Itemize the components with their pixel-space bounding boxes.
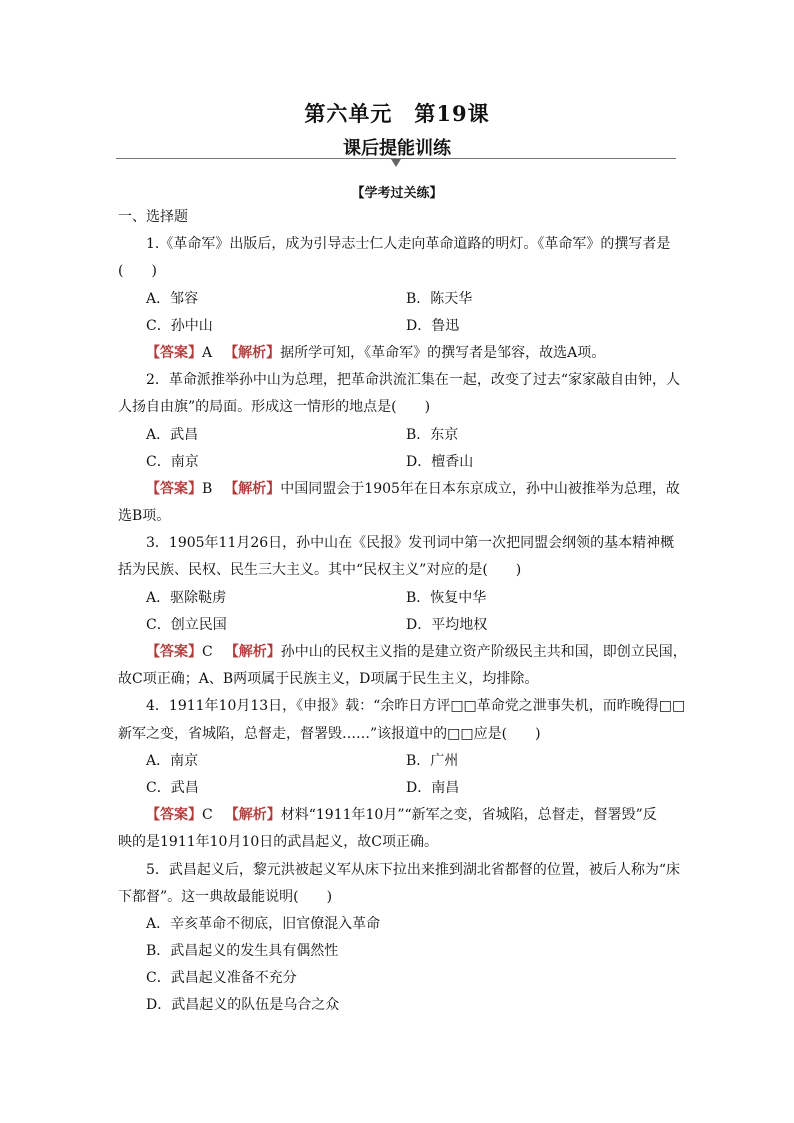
analysis-label: 【解析】 — [224, 644, 281, 660]
q3-answer: C — [202, 644, 213, 660]
q2-option-d: D．檀香山 — [406, 453, 474, 470]
answer-label: 【答案】 — [146, 807, 202, 824]
q1-option-b: B．陈天华 — [406, 290, 473, 307]
q4-answer: C — [202, 807, 213, 824]
q1-options-row-2 — [118, 313, 678, 340]
q2-answer: B — [202, 480, 213, 497]
q2-option-a: A．武昌 — [146, 426, 199, 443]
q2-analysis: 中国同盟会于1905年在日本东京成立，孙中山被推举为总理，故 — [280, 480, 680, 497]
q4-options-row-2 — [118, 775, 678, 802]
q1-answer: A — [202, 344, 213, 361]
part-label: 一、选择题 — [118, 209, 188, 225]
q3-analysis: 孙中山的民权主义指的是建立资产阶级民主共和国，即创立民国， — [280, 644, 687, 660]
q2-option-b: B．东京 — [406, 426, 459, 443]
q3-analysis-cont: 故C项正确；A、B两项属于民族主义，D项属于民生主义，均排除。 — [118, 671, 539, 688]
q4-option-a: A．南京 — [146, 752, 199, 769]
analysis-label: 【解析】 — [224, 344, 281, 361]
q4-stem-cont: 新军之变，省城陷，总督走，督署毁……”该报道中的□□应是( ) — [118, 725, 541, 742]
q2-stem-cont: 人扬自由旗”的局面。形成这一情形的地点是( ) — [118, 399, 431, 416]
q4-answer-line — [118, 802, 678, 829]
q5-stem-cont: 下都督”。这一典故最能说明( ) — [118, 888, 333, 905]
q1-option-d: D．鲁迅 — [406, 317, 460, 334]
q3-option-a: A．驱除鞑虏 — [146, 589, 227, 606]
q4-option-c: C．武昌 — [146, 779, 199, 796]
q5-option-d: D．武昌起义的队伍是乌合之众 — [146, 997, 340, 1014]
q1-stem-cont: ( ) — [118, 263, 157, 280]
q1-option-a: A．邹容 — [146, 290, 199, 307]
page-title: 第六单元 第19课 — [304, 101, 490, 126]
q2-answer-line — [118, 476, 678, 503]
q3-option-b: B．恢复中华 — [406, 589, 487, 606]
q3-options-row-1 — [118, 585, 678, 612]
q5-option-b: B．武昌起义的发生具有偶然性 — [146, 943, 339, 960]
q4-options-row-1 — [118, 748, 678, 775]
q2-options-row-1 — [118, 422, 678, 449]
q1-answer-line — [118, 340, 678, 367]
question-list — [118, 204, 687, 1020]
q2-option-c: C．南京 — [146, 453, 199, 470]
page-subtitle: 课后提能训练 — [343, 138, 451, 159]
q2-stem: 2．革命派推举孙中山为总理，把革命洪流汇集在一起，改变了过去“家家敲自由钟，人 — [146, 372, 681, 389]
q4-option-b: B．广州 — [406, 752, 459, 769]
q4-analysis: 材料“1911年10月”“新军之变，省城陷，总督走，督署毁”反 — [280, 807, 657, 824]
q4-stem: 4．1911年10月13日，《申报》载：“余昨日方评□□革命党之泄事失机，而昨晚得□□ — [146, 698, 686, 715]
q5-stem: 5．武昌起义后，黎元洪被起义军从床下拉出来推到湖北省都督的位置，被后人称为“床 — [146, 861, 681, 878]
divider-arrow-icon — [391, 159, 401, 167]
q1-stem: 1.《革命军》出版后，成为引导志士仁人走向革命道路的明灯。《革命军》的撰写者是 — [146, 236, 671, 253]
answer-label: 【答案】 — [146, 480, 202, 497]
q1-analysis: 据所学可知，《革命军》的撰写者是邹容，故选A项。 — [280, 344, 606, 361]
q4-analysis-cont: 映的是1911年10月10日的武昌起义，故C项正确。 — [118, 834, 438, 851]
q3-option-d: D．平均地权 — [406, 616, 488, 633]
q1-options-row-1 — [118, 286, 678, 313]
answer-label: 【答案】 — [146, 344, 202, 361]
q5-option-a: A．辛亥革命不彻底，旧官僚混入革命 — [146, 915, 381, 932]
q1-option-c: C．孙中山 — [146, 317, 213, 334]
analysis-label: 【解析】 — [224, 480, 281, 497]
q4-option-d: D．南昌 — [406, 779, 460, 796]
section-label: 【学考过关练】 — [351, 186, 443, 201]
analysis-label: 【解析】 — [224, 807, 281, 824]
q3-options-row-2 — [118, 612, 678, 639]
answer-label: 【答案】 — [146, 644, 202, 660]
q2-options-row-2 — [118, 449, 678, 476]
q3-answer-line — [118, 639, 687, 666]
q3-stem: 3．1905年11月26日，孙中山在《民报》发刊词中第一次把同盟会纲领的基本精神概 — [146, 535, 675, 552]
q5-option-c: C．武昌起义准备不充分 — [146, 970, 297, 987]
q3-option-c: C．创立民国 — [146, 616, 227, 633]
q3-stem-cont: 括为民族、民权、民生三大主义。其中“民权主义”对应的是( ) — [118, 562, 522, 579]
q2-analysis-cont: 选B项。 — [118, 508, 171, 525]
